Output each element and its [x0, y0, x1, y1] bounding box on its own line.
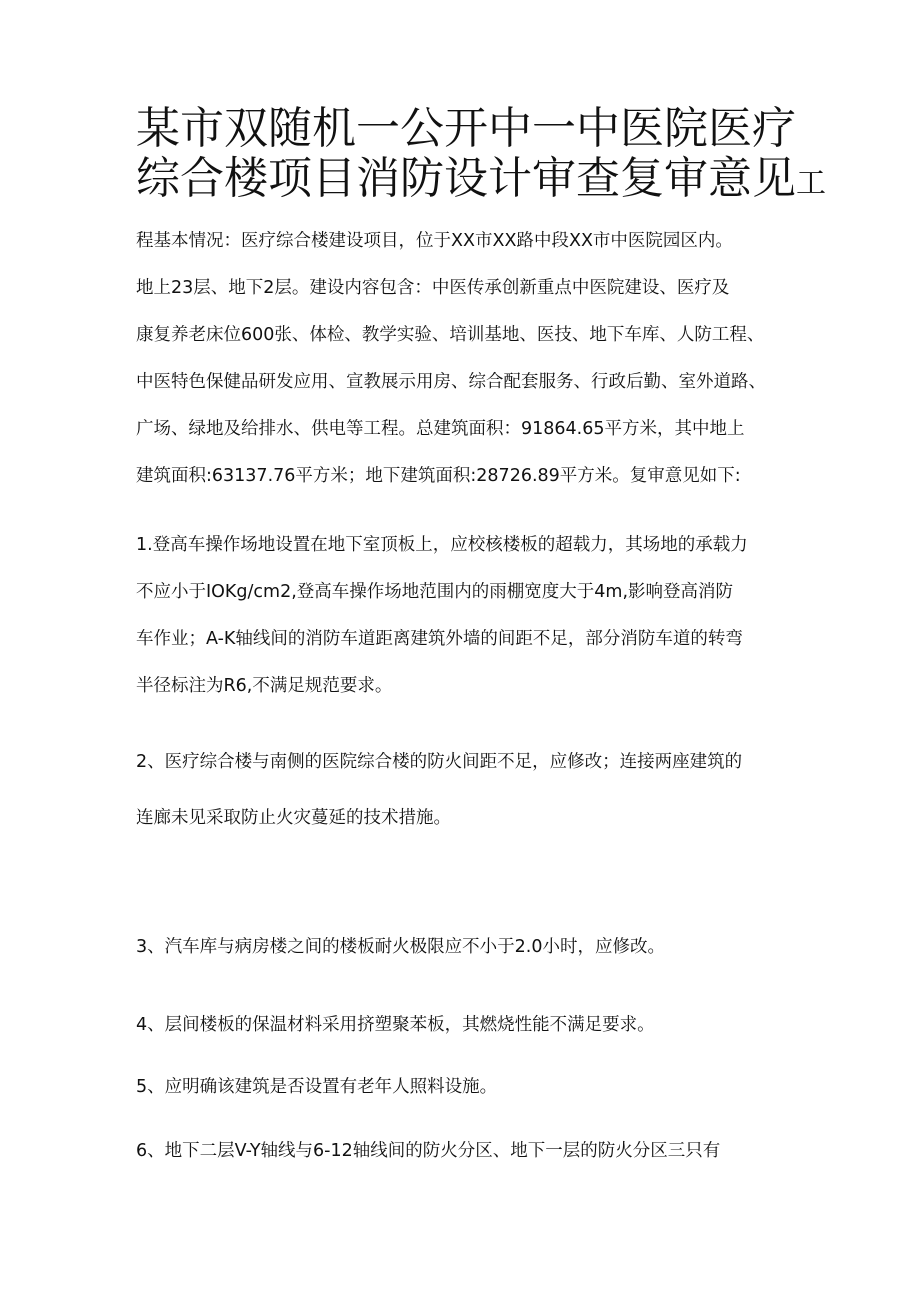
- review-item-3-text: 3、汽车库与病房楼之间的楼板耐火极限应不小于2.0小时，应修改。: [136, 937, 665, 957]
- review-item-5-text: 5、应明确该建筑是否设置有老年人照料设施。: [136, 1077, 498, 1097]
- intro-paragraph: [136, 218, 796, 500]
- intro-line: 地上23层、地下2层。建设内容包含：中医传承创新重点中医院建设、医疗及: [136, 278, 730, 298]
- document-title: [136, 104, 836, 209]
- title-line-2: [136, 154, 836, 209]
- review-item-4-text: 4、层间楼板的保温材料采用挤塑聚苯板，其燃烧性能不满足要求。: [136, 1015, 655, 1035]
- review-item-3: [136, 932, 796, 962]
- title-line-2-text: 综合楼项目消防设计审查复审意见: [136, 153, 796, 204]
- intro-line: 中医特色保健品研发应用、宣教展示用房、综合配套服务、行政后勤、室外道路、: [136, 372, 766, 392]
- review-item-2-line: 连廊未见采取防止火灾蔓延的技术措施。: [136, 808, 451, 828]
- review-item-1-line: 车作业；A-K轴线间的消防车道距离建筑外墙的间距不足，部分消防车道的转弯: [136, 629, 743, 649]
- review-item-2: [136, 734, 796, 846]
- intro-line: 广场、绿地及给排水、供电等工程。总建筑面积：91864.65平方米，其中地上: [136, 419, 745, 439]
- intro-line: 程基本情况：医疗综合楼建设项目，位于XX市XX路中段XX市中医院园区内。: [136, 231, 733, 251]
- review-item-6-text: 6、地下二层V-Y轴线与6-12轴线间的防火分区、地下一层的防火分区三只有: [136, 1141, 721, 1161]
- title-line-1: 某市双随机一公开中一中医院医疗: [136, 103, 796, 154]
- review-item-1-line: 半径标注为R6,不满足规范要求。: [136, 676, 393, 696]
- review-item-4: [136, 1010, 796, 1040]
- intro-line: 康复养老床位600张、体检、教学实验、培训基地、医技、地下车库、人防工程、: [136, 325, 765, 345]
- review-item-1-line: 1.登高车操作场地设置在地下室顶板上，应校核楼板的超载力，其场地的承载力: [136, 535, 748, 555]
- review-item-5: [136, 1072, 796, 1102]
- review-item-1-line: 不应小于IOKg/cm2,登高车操作场地范围内的雨棚宽度大于4m,影响登高消防: [136, 582, 734, 602]
- review-item-6: [136, 1136, 796, 1166]
- review-item-1: [136, 522, 796, 710]
- review-item-2-line: 2、医疗综合楼与南侧的医院综合楼的防火间距不足，应修改；连接两座建筑的: [136, 752, 743, 772]
- title-tail: 工: [796, 166, 826, 201]
- intro-line: 建筑面积:63137.76平方米；地下建筑面积:28726.89平方米。复审意见如下:: [136, 466, 741, 486]
